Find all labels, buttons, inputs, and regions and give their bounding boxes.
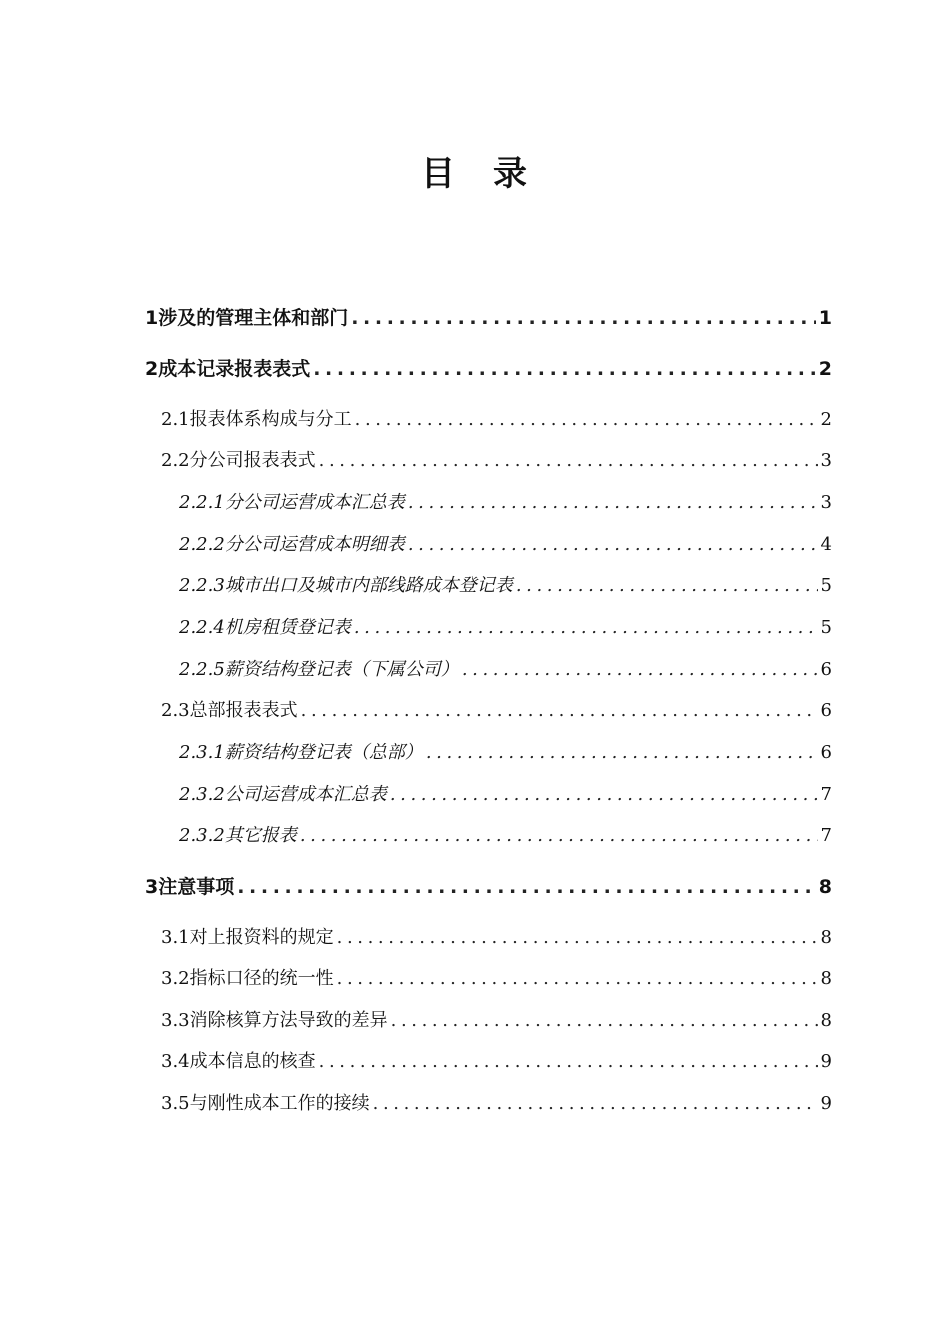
dot-leader bbox=[373, 1091, 818, 1117]
toc-page-number: 6 bbox=[820, 659, 832, 680]
toc-entry[interactable] bbox=[179, 740, 832, 766]
toc-entry[interactable] bbox=[179, 532, 832, 558]
dot-leader bbox=[408, 532, 818, 558]
toc-entry[interactable] bbox=[161, 448, 832, 474]
toc-entry[interactable] bbox=[161, 966, 832, 992]
dot-leader bbox=[337, 966, 818, 992]
toc-page-number: 6 bbox=[820, 742, 832, 763]
toc-page-number: 4 bbox=[820, 534, 832, 555]
toc-page-number: 3 bbox=[820, 450, 832, 471]
toc-entry-label: 3.4成本信息的核查 bbox=[161, 1051, 316, 1072]
toc-entry[interactable] bbox=[161, 1049, 832, 1075]
toc-entry-label: 2.3.2公司运营成本汇总表 bbox=[179, 784, 387, 805]
toc-entry-label: 2.3.1薪资结构登记表（总部） bbox=[179, 742, 423, 763]
toc-entry-label: 2.3总部报表表式 bbox=[161, 700, 298, 721]
toc-entry-label: 2.2分公司报表表式 bbox=[161, 450, 316, 471]
toc-entry[interactable] bbox=[161, 925, 832, 951]
toc-entry-label: 2.3.2其它报表 bbox=[179, 825, 297, 846]
toc-page-number: 8 bbox=[820, 1010, 832, 1031]
dot-leader bbox=[351, 305, 816, 331]
toc-entry-label: 2.2.3城市出口及城市内部线路成本登记表 bbox=[179, 575, 513, 596]
toc-entry-label: 2.2.2分公司运营成本明细表 bbox=[179, 534, 405, 555]
toc-page-number: 8 bbox=[818, 876, 832, 898]
toc-page-number: 9 bbox=[820, 1093, 832, 1114]
dot-leader bbox=[301, 698, 818, 724]
toc-page-number: 9 bbox=[820, 1051, 832, 1072]
toc-entry-label: 3.3消除核算方法导致的差异 bbox=[161, 1010, 388, 1031]
toc-page-number: 2 bbox=[820, 409, 832, 430]
toc-entry-label: 3.5与刚性成本工作的接续 bbox=[161, 1093, 370, 1114]
toc-entry-label: 3.1对上报资料的规定 bbox=[161, 927, 334, 948]
toc-entry-label: 3.2指标口径的统一性 bbox=[161, 968, 334, 989]
dot-leader bbox=[354, 615, 818, 641]
toc-entry-label: 2.2.5薪资结构登记表（下属公司） bbox=[179, 659, 459, 680]
toc-entry[interactable] bbox=[179, 573, 832, 599]
toc-entry-label: 2.1报表体系构成与分工 bbox=[161, 409, 352, 430]
toc-entry-label: 1涉及的管理主体和部门 bbox=[145, 307, 349, 329]
toc-entry[interactable] bbox=[179, 490, 832, 516]
toc-entry[interactable] bbox=[161, 698, 832, 724]
toc-entry[interactable] bbox=[145, 874, 832, 900]
toc-page-number: 5 bbox=[820, 617, 832, 638]
toc-page-number: 2 bbox=[818, 358, 832, 380]
dot-leader bbox=[390, 782, 818, 808]
dot-leader bbox=[319, 448, 818, 474]
toc-page-number: 8 bbox=[820, 927, 832, 948]
toc-entry[interactable] bbox=[161, 1091, 832, 1117]
page-title: 目 录 bbox=[421, 154, 529, 194]
toc-page-number: 3 bbox=[820, 492, 832, 513]
toc-entry-label: 2.2.1分公司运营成本汇总表 bbox=[179, 492, 405, 513]
toc-entry[interactable] bbox=[161, 1008, 832, 1034]
toc-entry-label: 2成本记录报表表式 bbox=[145, 358, 311, 380]
toc-page-number: 7 bbox=[820, 825, 832, 846]
dot-leader bbox=[516, 573, 818, 599]
toc-page-number: 5 bbox=[820, 575, 832, 596]
dot-leader bbox=[313, 356, 816, 382]
dot-leader bbox=[300, 823, 818, 849]
toc-page-number: 7 bbox=[820, 784, 832, 805]
toc-entry[interactable] bbox=[145, 305, 832, 331]
toc-page-number: 8 bbox=[820, 968, 832, 989]
dot-leader bbox=[426, 740, 818, 766]
dot-leader bbox=[391, 1008, 818, 1034]
toc-entry[interactable] bbox=[179, 782, 832, 808]
dot-leader bbox=[408, 490, 818, 516]
dot-leader bbox=[462, 657, 818, 683]
dot-leader bbox=[337, 925, 818, 951]
toc-entry[interactable] bbox=[161, 407, 832, 433]
toc-entry[interactable] bbox=[179, 657, 832, 683]
toc-page-number: 1 bbox=[818, 307, 832, 329]
toc-page-number: 6 bbox=[820, 700, 832, 721]
toc-entry-label: 3注意事项 bbox=[145, 876, 235, 898]
dot-leader bbox=[355, 407, 818, 433]
toc-entry-label: 2.2.4机房租赁登记表 bbox=[179, 617, 351, 638]
toc-entry[interactable] bbox=[179, 823, 832, 849]
dot-leader bbox=[319, 1049, 818, 1075]
dot-leader bbox=[237, 874, 816, 900]
toc-entry[interactable] bbox=[145, 356, 832, 382]
toc-entry[interactable] bbox=[179, 615, 832, 641]
